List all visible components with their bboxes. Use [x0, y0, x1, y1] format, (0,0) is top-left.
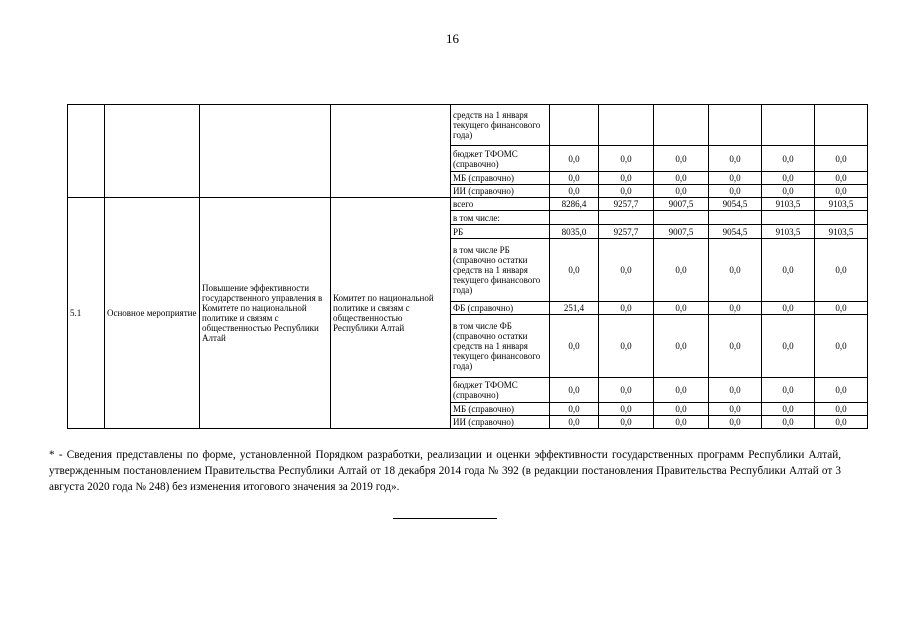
value-cell: 0,0	[762, 172, 815, 185]
value-cell: 0,0	[709, 302, 762, 315]
source-cell: ИИ (справочно)	[451, 416, 550, 429]
value-cell: 0,0	[550, 172, 599, 185]
value-cell: 9007,5	[654, 198, 709, 211]
value-cell: 0,0	[709, 403, 762, 416]
value-cell: 0,0	[654, 146, 709, 172]
value-cell: 0,0	[654, 378, 709, 403]
name-cell	[200, 105, 331, 198]
budget-table	[67, 104, 868, 429]
value-cell: 0,0	[550, 185, 599, 198]
source-cell: в том числе:	[451, 211, 550, 225]
value-cell	[599, 105, 654, 146]
value-cell: 0,0	[654, 172, 709, 185]
value-cell: 9054,5	[709, 225, 762, 239]
value-cell: 8035,0	[550, 225, 599, 239]
value-cell: 0,0	[709, 378, 762, 403]
value-cell: 0,0	[815, 172, 868, 185]
value-cell: 0,0	[815, 185, 868, 198]
value-cell: 0,0	[762, 302, 815, 315]
value-cell: 0,0	[654, 416, 709, 429]
value-cell: 0,0	[709, 315, 762, 378]
value-cell: 9007,5	[654, 225, 709, 239]
number-cell	[68, 105, 105, 198]
value-cell	[762, 105, 815, 146]
value-cell: 0,0	[599, 146, 654, 172]
source-cell: средств на 1 января текущего финансового года)	[451, 105, 550, 146]
value-cell: 0,0	[599, 403, 654, 416]
value-cell: 0,0	[550, 416, 599, 429]
value-cell: 9103,5	[815, 225, 868, 239]
value-cell: 0,0	[709, 416, 762, 429]
value-cell	[709, 105, 762, 146]
source-cell: МБ (справочно)	[451, 172, 550, 185]
source-cell: ИИ (справочно)	[451, 185, 550, 198]
value-cell	[762, 211, 815, 225]
item-type: Основное мероприятие	[105, 198, 200, 429]
table-row	[68, 105, 868, 146]
value-cell: 0,0	[654, 403, 709, 416]
value-cell: 0,0	[815, 239, 868, 302]
value-cell: 0,0	[762, 403, 815, 416]
source-cell: в том числе РБ (справочно остатки средств на 1 января текущего финансового года)	[451, 239, 550, 302]
value-cell: 0,0	[599, 315, 654, 378]
value-cell: 0,0	[654, 302, 709, 315]
value-cell: 0,0	[550, 239, 599, 302]
value-cell: 0,0	[709, 146, 762, 172]
value-cell: 0,0	[654, 239, 709, 302]
value-cell	[654, 211, 709, 225]
value-cell: 0,0	[709, 172, 762, 185]
value-cell: 0,0	[599, 416, 654, 429]
value-cell: 0,0	[815, 416, 868, 429]
value-cell: 0,0	[654, 315, 709, 378]
value-cell: 0,0	[762, 146, 815, 172]
footer-divider	[393, 518, 497, 519]
source-cell: ФБ (справочно)	[451, 302, 550, 315]
value-cell: 0,0	[550, 146, 599, 172]
value-cell: 0,0	[599, 378, 654, 403]
value-cell: 9103,5	[762, 225, 815, 239]
source-cell: бюджет ТФОМС (справочно)	[451, 146, 550, 172]
value-cell: 0,0	[654, 185, 709, 198]
source-cell: РБ	[451, 225, 550, 239]
value-cell: 0,0	[709, 185, 762, 198]
item-number: 5.1	[68, 198, 105, 429]
value-cell: 0,0	[762, 315, 815, 378]
source-cell: в том числе ФБ (справочно остатки средств на 1 января текущего финансового года)	[451, 315, 550, 378]
value-cell: 0,0	[550, 378, 599, 403]
footnote: * - Сведения представлены по форме, установленной Порядком разработки, реализации и оценки эффективности государственных программ Республики Алтай, утвержденным постановлением Правительства Республики Алтай от 18 декабря 2014 года № 392 (в редакции постановления Правительства Республики Алтай от 3 августа 2020 года № 248) без изменения итогового значения за 2019 год».	[49, 449, 841, 493]
value-cell: 0,0	[709, 239, 762, 302]
value-cell: 0,0	[815, 302, 868, 315]
type-cell	[105, 105, 200, 198]
value-cell: 8286,4	[550, 198, 599, 211]
value-cell: 9257,7	[599, 225, 654, 239]
value-cell: 0,0	[599, 172, 654, 185]
source-cell: бюджет ТФОМС (справочно)	[451, 378, 550, 403]
value-cell: 0,0	[815, 378, 868, 403]
item-executor: Комитет по национальной политике и связям с общественностью Республики Алтай	[331, 198, 451, 429]
value-cell	[815, 211, 868, 225]
value-cell	[815, 105, 868, 146]
value-cell: 0,0	[815, 403, 868, 416]
value-cell: 0,0	[762, 239, 815, 302]
value-cell: 0,0	[815, 146, 868, 172]
table-row	[68, 198, 868, 211]
value-cell	[550, 211, 599, 225]
value-cell	[654, 105, 709, 146]
value-cell: 9054,5	[709, 198, 762, 211]
page-number: 16	[446, 31, 459, 46]
value-cell: 0,0	[762, 378, 815, 403]
value-cell: 9103,5	[762, 198, 815, 211]
value-cell: 251,4	[550, 302, 599, 315]
value-cell: 0,0	[599, 239, 654, 302]
item-name: Повышение эффективности государственного управления в Комитете по национальной политике и связям с общественностью Республики Алтай	[200, 198, 331, 429]
value-cell: 9103,5	[815, 198, 868, 211]
executor-cell	[331, 105, 451, 198]
value-cell: 0,0	[762, 185, 815, 198]
value-cell: 0,0	[599, 185, 654, 198]
value-cell: 9257,7	[599, 198, 654, 211]
value-cell: 0,0	[599, 302, 654, 315]
source-cell: всего	[451, 198, 550, 211]
value-cell: 0,0	[550, 315, 599, 378]
source-cell: МБ (справочно)	[451, 403, 550, 416]
value-cell: 0,0	[815, 315, 868, 378]
value-cell: 0,0	[762, 416, 815, 429]
value-cell	[550, 105, 599, 146]
value-cell	[709, 211, 762, 225]
value-cell: 0,0	[550, 403, 599, 416]
value-cell	[599, 211, 654, 225]
